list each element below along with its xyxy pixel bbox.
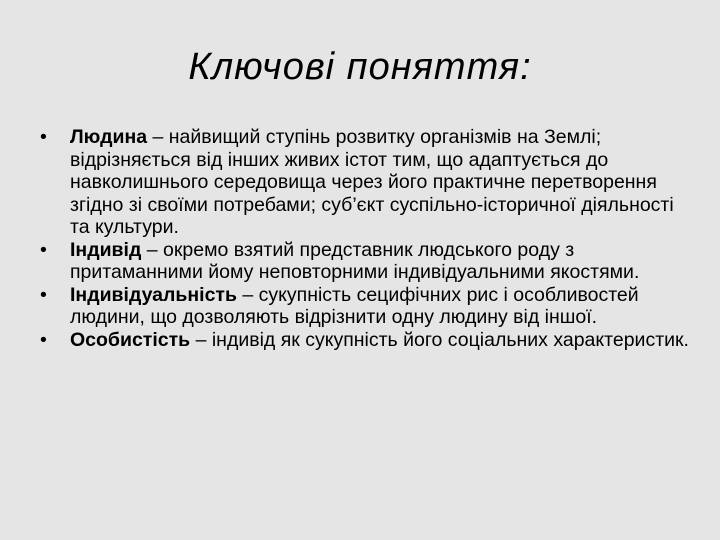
list-item-individuality bbox=[40, 284, 690, 329]
list-item-person bbox=[40, 126, 690, 239]
bullet-icon: • bbox=[40, 238, 47, 261]
term-label: Людина bbox=[70, 126, 148, 148]
definition-text: – найвищий ступінь розвитку організмів на Землі; відрізняється від інших живих істот тим, що адаптується до навколишнього середовища через його практичне перетворення згідно зі своїми потребами; суб’єкт суспільно-історичної діяльності та культури. bbox=[70, 126, 674, 238]
definition-text: – окремо взятий представник людського роду з притаманними йому неповторними індивідуальними якостями. bbox=[70, 238, 640, 283]
term-label: Особистість bbox=[70, 328, 191, 351]
slide-title: Ключові поняття: bbox=[188, 46, 532, 88]
bullet-icon: • bbox=[40, 328, 47, 351]
concepts-list bbox=[40, 126, 690, 351]
term-label: Індивідуальність bbox=[70, 283, 237, 306]
term-label: Індивід bbox=[70, 238, 142, 261]
definition-text: – сукупність сецифічних рис і особливостей людини, що дозволяють відрізнити одну людину від іншої. bbox=[70, 283, 639, 328]
bullet-icon: • bbox=[40, 126, 47, 148]
list-item-individual bbox=[40, 239, 690, 284]
bullet-icon: • bbox=[40, 283, 47, 306]
definition-text: – індивід як сукупність його соціальних характеристик. bbox=[190, 328, 689, 351]
list-item-personality bbox=[40, 329, 690, 352]
